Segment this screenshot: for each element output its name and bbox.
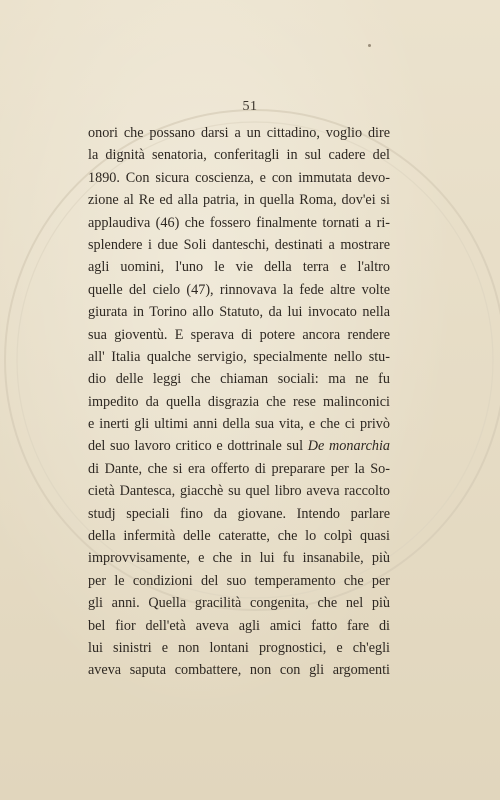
text-line: e inerti gli ultimi anni della sua vita, e che ci privò: [88, 416, 390, 433]
paper-speck: [368, 44, 371, 47]
text-line: bel fior dell'età aveva agli amici fatto fare di: [88, 617, 390, 634]
text-line: gli anni. Quella gracilità congenita, che nel più: [88, 595, 390, 612]
body-text: [88, 122, 390, 682]
text-line: studj speciali fino da giovane. Intendo parlare: [88, 505, 390, 522]
text-line: di Dante, che si era offerto di preparare per la So-: [88, 460, 390, 477]
work-title: De monarchia: [307, 438, 390, 455]
text-line: applaudiva (46) che fossero finalmente tornati a ri-: [88, 214, 390, 231]
text-line: agli uomini, l'uno le vie della terra e l'altro: [88, 259, 390, 276]
text-line: giurata in Torino allo Statuto, da lui invocato nella: [88, 304, 390, 321]
text-line: 1890. Con sicura coscienza, e con immutata devo-: [88, 169, 390, 186]
text-line: sua gioventù. E sperava di potere ancora rendere: [88, 326, 390, 343]
text-line: la dignità senatoria, conferitagli in sul cadere del: [88, 147, 390, 164]
text-line: all' Italia qualche servigio, specialmente nello stu-: [88, 348, 390, 365]
text-line: zione al Re ed alla patria, in quella Roma, dov'ei si: [88, 192, 390, 209]
text-line: del suo lavoro critico e dottrinale sul De monarchia: [88, 438, 390, 455]
text-line: cietà Dantesca, giacchè su quel libro aveva raccolto: [88, 483, 390, 500]
text-line: onori che possano darsi a un cittadino, voglio dire: [88, 125, 390, 141]
text-line: lui sinistri e non lontani prognostici, e ch'egli: [88, 639, 390, 656]
text-line: quelle del cielo (47), rinnovava la fede altre volte: [88, 281, 390, 298]
text-line: aveva saputa combattere, non con gli argomenti: [88, 662, 390, 679]
text-line: splendere i due Soli danteschi, destinati a mostrare: [88, 236, 390, 253]
text-line: dio delle leggi che chiaman sociali: ma ne fu: [88, 371, 390, 388]
text-line: improvvisamente, e che in lui fu insanabile, più: [88, 550, 390, 567]
text-line: per le condizioni del suo temperamento che per: [88, 572, 390, 589]
text-line: impedito da quella disgrazia che rese malinconici: [88, 393, 390, 410]
page-number: 51: [242, 99, 258, 114]
text-line: della infermità delle cateratte, che lo colpì quasi: [88, 528, 390, 545]
